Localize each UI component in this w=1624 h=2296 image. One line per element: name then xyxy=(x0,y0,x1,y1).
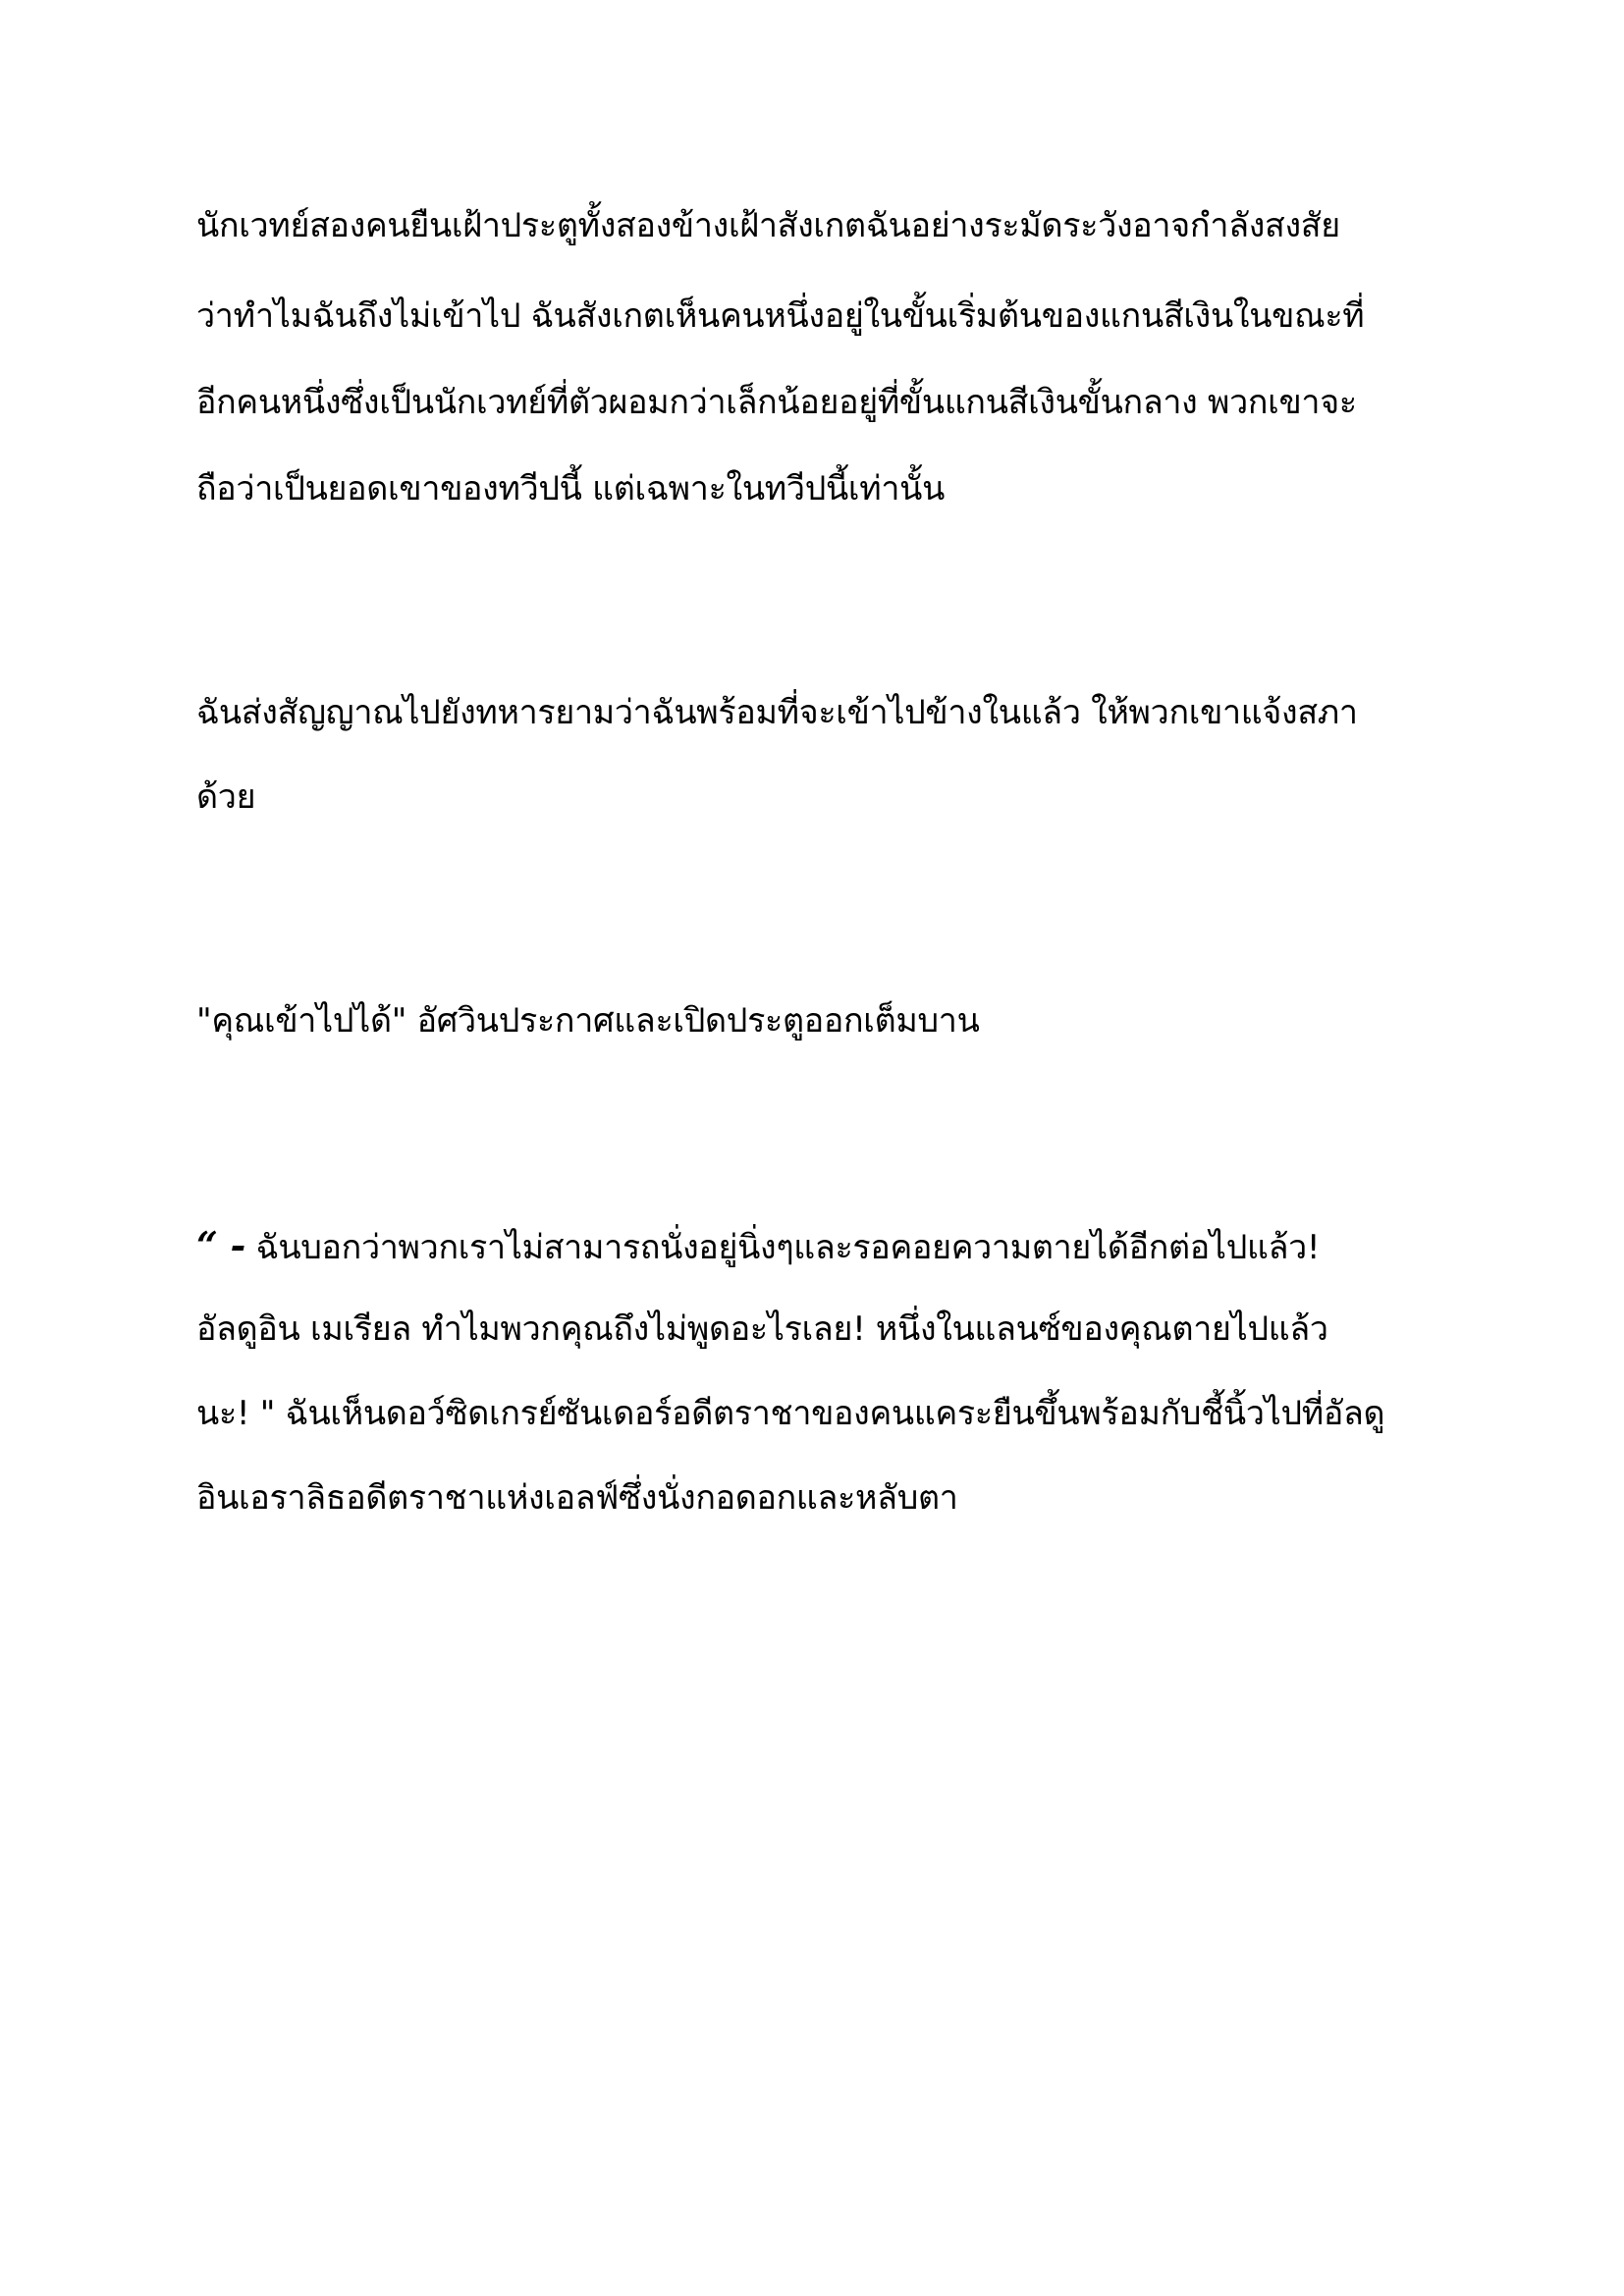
opening-quote-mark: “ - xyxy=(196,1223,245,1267)
text-line: นักเวทย์สองคนยืนเฝ้าประตูทั้งสองข้างเฝ้าสังเกตฉันอย่างระมัดระวังอาจกำลังสงสัย xyxy=(196,206,1340,245)
text-line: อีกคนหนึ่งซึ่งเป็นนักเวทย์ที่ตัวผอมกว่าเล็กน้อยอยู่ที่ขั้นแกนสีเงินขั้นกลาง พวกเขาจะ xyxy=(196,383,1357,422)
text-line: "คุณเข้าไปได้" อัศวินประกาศและเปิดประตูออกเต็มบาน xyxy=(196,1001,980,1041)
text-line: ด้วย xyxy=(196,777,256,817)
text-line: ถือว่าเป็นยอดเขาของทวีปนี้ แต่เฉพาะในทวีปนี้เท่านั้น xyxy=(196,469,946,508)
text-line-content: ฉันบอกว่าพวกเราไม่สามารถนั่งอยู่นิ่งๆและรอคอยความตายได้อีกต่อไปแล้ว! xyxy=(244,1228,1321,1267)
text-line: อินเอราลิธอดีตราชาแห่งเอลฟ์ซึ่งนั่งกอดอกและหลับตา xyxy=(196,1478,958,1518)
text-line: ว่าทำไมฉันถึงไม่เข้าไป ฉันสังเกตเห็นคนหนึ่งอยู่ในขั้นเริ่มต้นของแกนสีเงินในขณะที่ xyxy=(196,296,1365,336)
text-line: อัลดูอิน เมเรียล ทำไมพวกคุณถึงไม่พูดอะไรเลย! หนึ่งในแลนซ์ของคุณตายไปแล้ว xyxy=(196,1309,1328,1349)
text-line: นะ! " ฉันเห็นดอว์ซิดเกรย์ซันเดอร์อดีตราชาของคนแคระยืนขึ้นพร้อมกับชี้นิ้วไปที่อัลดู xyxy=(196,1394,1385,1433)
text-line: ฉันส่งสัญญาณไปยังทหารยามว่าฉันพร้อมที่จะเข้าไปข้างในแล้ว ให้พวกเขาแจ้งสภา xyxy=(196,693,1358,732)
text-line xyxy=(196,1223,1320,1268)
